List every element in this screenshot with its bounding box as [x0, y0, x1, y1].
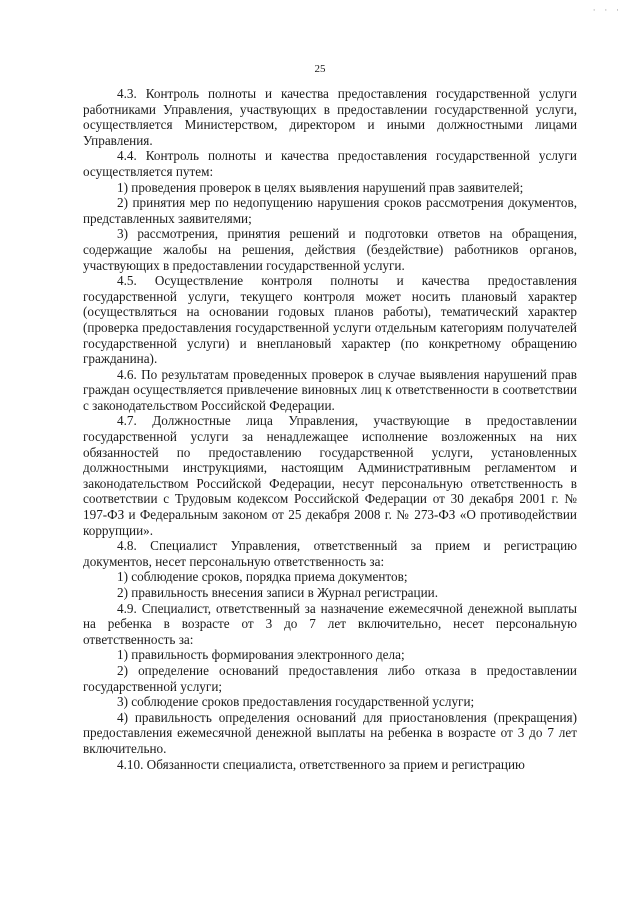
list-item-4-4-3: 3) рассмотрения, принятия решений и подготовки ответов на обращения, содержащие жалобы на решения, действия (бездействие) работников органов, участвующих в предоставлении государственной услуги.	[83, 226, 577, 273]
list-item-4-4-1: 1) проведения проверок в целях выявления нарушений прав заявителей;	[117, 179, 524, 195]
paragraph-4-4: 4.4. Контроль полноты и качества предоставления государственной услуги осуществляется путем:	[83, 148, 577, 179]
page-number: 25	[314, 63, 326, 75]
list-item-4-9-3: 3) соблюдение сроков предоставления государственной услуги;	[117, 694, 475, 710]
paragraph-4-7: 4.7. Должностные лица Управления, участвующие в предоставлении государственной услуги за ненадлежащее исполнение возложенных на них обязанностей по предоставлению государственной услуги, установленных должностными инструкциями, настоящим Административным регламентом и законодательством Российской Федерации, несут персональную ответственность в соответствии с Трудовым кодексом Российской Федерации от 30 декабря 2001 г. № 197-ФЗ и Федеральным законом от 25 декабря 2008 г. № 273-ФЗ «О противодействии коррупции».	[83, 413, 577, 538]
scan-corner-mark: · · ·	[592, 6, 622, 16]
paragraph-4-5: 4.5. Осуществление контроля полноты и качества предоставления государственной услуги, текущего контроля может носить плановый характер (осуществляться на основании годовых планов работы), тематический характер (проверка предоставления государственной услуги отдельным категориям получателей государственной услуги) и внеплановый характер (по конкретному обращению гражданина).	[83, 273, 577, 367]
paragraph-4-9: 4.9. Специалист, ответственный за назначение ежемесячной денежной выплаты на ребенка в возрасте от 3 до 7 лет включительно, несет персональную ответственность за:	[83, 600, 577, 647]
list-item-4-9-4: 4) правильность определения оснований для приостановления (прекращения) предоставления ежемесячной денежной выплаты на ребенка в возрасте от 3 до 7 лет включительно.	[83, 709, 577, 756]
list-item-4-9-2: 2) определение оснований предоставления либо отказа в предоставлении государственной услуги;	[83, 662, 577, 694]
document-body	[83, 86, 577, 772]
list-item-4-4-2: 2) принятия мер по недопущению нарушения сроков рассмотрения документов, представленных заявителями;	[83, 195, 577, 226]
paragraph-4-10: 4.10. Обязанности специалиста, ответственного за прием и регистрацию	[117, 756, 525, 772]
paragraph-4-6: 4.6. По результатам проведенных проверок в случае выявления нарушений прав граждан осуществляется привлечение виновных лиц к ответственности в соответствии с законодательством Российской Федерации.	[83, 366, 577, 413]
list-item-4-8-1: 1) соблюдение сроков, порядка приема документов;	[117, 569, 408, 585]
paragraph-4-8: 4.8. Специалист Управления, ответственный за прием и регистрацию документов, несет персональную ответственность за:	[83, 538, 577, 569]
list-item-4-9-1: 1) правильность формирования электронного дела;	[117, 647, 405, 663]
list-item-4-8-2: 2) правильность внесения записи в Журнал регистрации.	[117, 585, 438, 600]
paragraph-4-3: 4.3. Контроль полноты и качества предоставления государственной услуги работниками Управления, участвующих в предоставлении государственной услуги, осуществляется Министерством, директором и иными должностными лицами Управления.	[83, 86, 577, 148]
